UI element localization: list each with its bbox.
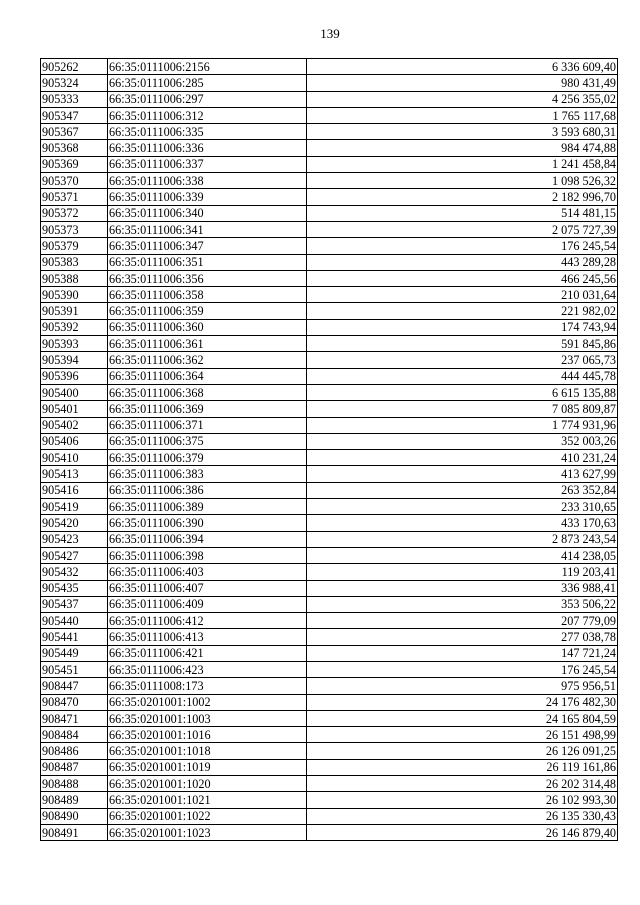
row-number-cell: 905391 <box>41 303 108 319</box>
table-row <box>41 613 618 629</box>
cadastral-number-cell: 66:35:0111008:173 <box>108 678 307 694</box>
cadastral-value-cell: 210 031,64 <box>307 287 618 303</box>
row-number-cell: 905413 <box>41 466 108 482</box>
table-row <box>41 59 618 75</box>
cadastral-value-cell: 24 165 804,59 <box>307 710 618 726</box>
cadastral-number-cell: 66:35:0201001:1016 <box>108 727 307 743</box>
row-number-cell: 905396 <box>41 368 108 384</box>
cadastral-value-cell: 975 956,51 <box>307 678 618 694</box>
table-row <box>41 401 618 417</box>
cadastral-number-cell: 66:35:0111006:362 <box>108 352 307 368</box>
cadastral-number-cell: 66:35:0111006:423 <box>108 661 307 677</box>
cadastral-number-cell: 66:35:0111006:398 <box>108 547 307 563</box>
cadastral-number-cell: 66:35:0111006:337 <box>108 156 307 172</box>
table-row <box>41 466 618 482</box>
cadastral-value-cell: 263 352,84 <box>307 482 618 498</box>
row-number-cell: 905392 <box>41 319 108 335</box>
cadastral-value-cell: 984 474,88 <box>307 140 618 156</box>
table-row <box>41 124 618 140</box>
table-row <box>41 564 618 580</box>
page-number: 139 <box>320 26 340 41</box>
cadastral-value-cell: 6 336 609,40 <box>307 59 618 75</box>
cadastral-number-cell: 66:35:0111006:347 <box>108 238 307 254</box>
cadastral-value-cell: 7 085 809,87 <box>307 401 618 417</box>
row-number-cell: 905441 <box>41 629 108 645</box>
table-row <box>41 450 618 466</box>
cadastral-value-cell: 277 038,78 <box>307 629 618 645</box>
cadastral-number-cell: 66:35:0111006:361 <box>108 336 307 352</box>
cadastral-value-cell: 176 245,54 <box>307 238 618 254</box>
table-row <box>41 384 618 400</box>
cadastral-value-cell: 414 238,05 <box>307 547 618 563</box>
table-row <box>41 645 618 661</box>
row-number-cell: 905402 <box>41 417 108 433</box>
cadastral-value-cell: 514 481,15 <box>307 205 618 221</box>
row-number-cell: 908471 <box>41 710 108 726</box>
cadastral-value-cell: 1 241 458,84 <box>307 156 618 172</box>
cadastral-number-cell: 66:35:0111006:2156 <box>108 59 307 75</box>
cadastral-number-cell: 66:35:0111006:358 <box>108 287 307 303</box>
row-number-cell: 905451 <box>41 661 108 677</box>
row-number-cell: 905388 <box>41 270 108 286</box>
cadastral-number-cell: 66:35:0111006:364 <box>108 368 307 384</box>
cadastral-value-cell: 2 182 996,70 <box>307 189 618 205</box>
cadastral-value-cell: 119 203,41 <box>307 564 618 580</box>
cadastral-number-cell: 66:35:0111006:356 <box>108 270 307 286</box>
table-row <box>41 792 618 808</box>
table-row <box>41 531 618 547</box>
cadastral-number-cell: 66:35:0201001:1022 <box>108 808 307 824</box>
cadastral-number-cell: 66:35:0111006:341 <box>108 221 307 237</box>
row-number-cell: 905449 <box>41 645 108 661</box>
cadastral-value-cell: 1 774 931,96 <box>307 417 618 433</box>
cadastral-number-cell: 66:35:0111006:335 <box>108 124 307 140</box>
row-number-cell: 905383 <box>41 254 108 270</box>
cadastral-number-cell: 66:35:0111006:389 <box>108 499 307 515</box>
cadastral-value-cell: 6 615 135,88 <box>307 384 618 400</box>
table-row <box>41 824 618 840</box>
cadastral-number-cell: 66:35:0201001:1003 <box>108 710 307 726</box>
cadastral-number-cell: 66:35:0111006:409 <box>108 596 307 612</box>
row-number-cell: 905390 <box>41 287 108 303</box>
row-number-cell: 905379 <box>41 238 108 254</box>
cadastral-number-cell: 66:35:0111006:285 <box>108 75 307 91</box>
table-row <box>41 173 618 189</box>
cadastral-number-cell: 66:35:0201001:1002 <box>108 694 307 710</box>
row-number-cell: 905437 <box>41 596 108 612</box>
table-row <box>41 417 618 433</box>
row-number-cell: 908487 <box>41 759 108 775</box>
cadastral-value-cell: 237 065,73 <box>307 352 618 368</box>
table-row <box>41 238 618 254</box>
cadastral-number-cell: 66:35:0111006:407 <box>108 580 307 596</box>
row-number-cell: 905371 <box>41 189 108 205</box>
row-number-cell: 905333 <box>41 91 108 107</box>
row-number-cell: 908470 <box>41 694 108 710</box>
cadastral-value-cell: 176 245,54 <box>307 661 618 677</box>
table-row <box>41 336 618 352</box>
row-number-cell: 905372 <box>41 205 108 221</box>
cadastral-number-cell: 66:35:0111006:390 <box>108 515 307 531</box>
cadastral-number-cell: 66:35:0111006:371 <box>108 417 307 433</box>
cadastral-number-cell: 66:35:0201001:1018 <box>108 743 307 759</box>
row-number-cell: 908488 <box>41 776 108 792</box>
table-row <box>41 368 618 384</box>
table-row <box>41 629 618 645</box>
cadastral-number-cell: 66:35:0111006:312 <box>108 107 307 123</box>
cadastral-value-cell: 233 310,65 <box>307 499 618 515</box>
cadastral-value-cell: 221 982,02 <box>307 303 618 319</box>
cadastral-number-cell: 66:35:0111006:338 <box>108 173 307 189</box>
row-number-cell: 905423 <box>41 531 108 547</box>
row-number-cell: 905419 <box>41 499 108 515</box>
cadastral-number-cell: 66:35:0111006:375 <box>108 433 307 449</box>
row-number-cell: 905406 <box>41 433 108 449</box>
table-row <box>41 205 618 221</box>
cadastral-value-cell: 980 431,49 <box>307 75 618 91</box>
row-number-cell: 905416 <box>41 482 108 498</box>
row-number-cell: 908489 <box>41 792 108 808</box>
row-number-cell: 905369 <box>41 156 108 172</box>
cadastral-value-cell: 2 873 243,54 <box>307 531 618 547</box>
cadastral-value-cell: 24 176 482,30 <box>307 694 618 710</box>
cadastral-value-cell: 3 593 680,31 <box>307 124 618 140</box>
table-body <box>41 59 618 841</box>
table-row <box>41 189 618 205</box>
row-number-cell: 905367 <box>41 124 108 140</box>
table-row <box>41 254 618 270</box>
table-row <box>41 694 618 710</box>
row-number-cell: 905347 <box>41 107 108 123</box>
row-number-cell: 908490 <box>41 808 108 824</box>
cadastral-value-cell: 336 988,41 <box>307 580 618 596</box>
cadastral-number-cell: 66:35:0111006:413 <box>108 629 307 645</box>
cadastral-value-cell: 353 506,22 <box>307 596 618 612</box>
cadastral-value-cell: 147 721,24 <box>307 645 618 661</box>
cadastral-value-cell: 2 075 727,39 <box>307 221 618 237</box>
table-row <box>41 91 618 107</box>
cadastral-value-cell: 26 151 498,99 <box>307 727 618 743</box>
cadastral-number-cell: 66:35:0201001:1019 <box>108 759 307 775</box>
table-row <box>41 727 618 743</box>
cadastral-number-cell: 66:35:0201001:1020 <box>108 776 307 792</box>
cadastral-number-cell: 66:35:0111006:421 <box>108 645 307 661</box>
cadastral-number-cell: 66:35:0111006:339 <box>108 189 307 205</box>
cadastral-value-cell: 433 170,63 <box>307 515 618 531</box>
table-row <box>41 303 618 319</box>
cadastral-value-cell: 1 098 526,32 <box>307 173 618 189</box>
cadastral-value-cell: 26 126 091,25 <box>307 743 618 759</box>
cadastral-number-cell: 66:35:0111006:340 <box>108 205 307 221</box>
cadastral-value-cell: 444 445,78 <box>307 368 618 384</box>
row-number-cell: 905262 <box>41 59 108 75</box>
cadastral-number-cell: 66:35:0111006:379 <box>108 450 307 466</box>
cadastral-value-cell: 443 289,28 <box>307 254 618 270</box>
row-number-cell: 905400 <box>41 384 108 400</box>
table-row <box>41 710 618 726</box>
row-number-cell: 905410 <box>41 450 108 466</box>
row-number-cell: 905427 <box>41 547 108 563</box>
cadastral-value-cell: 26 119 161,86 <box>307 759 618 775</box>
cadastral-value-cell: 352 003,26 <box>307 433 618 449</box>
table-row <box>41 759 618 775</box>
cadastral-number-cell: 66:35:0201001:1021 <box>108 792 307 808</box>
table-row <box>41 433 618 449</box>
table-row <box>41 319 618 335</box>
row-number-cell: 908484 <box>41 727 108 743</box>
cadastral-value-cell: 1 765 117,68 <box>307 107 618 123</box>
row-number-cell: 905324 <box>41 75 108 91</box>
row-number-cell: 905435 <box>41 580 108 596</box>
table-row <box>41 776 618 792</box>
cadastral-value-cell: 26 102 993,30 <box>307 792 618 808</box>
table-row <box>41 808 618 824</box>
cadastral-value-table <box>40 58 618 841</box>
table-row <box>41 661 618 677</box>
table-row <box>41 547 618 563</box>
cadastral-value-cell: 26 202 314,48 <box>307 776 618 792</box>
table-row <box>41 596 618 612</box>
row-number-cell: 908491 <box>41 824 108 840</box>
cadastral-number-cell: 66:35:0201001:1023 <box>108 824 307 840</box>
row-number-cell: 908486 <box>41 743 108 759</box>
table-row <box>41 515 618 531</box>
cadastral-number-cell: 66:35:0111006:386 <box>108 482 307 498</box>
row-number-cell: 908447 <box>41 678 108 694</box>
cadastral-value-cell: 591 845,86 <box>307 336 618 352</box>
cadastral-value-cell: 26 146 879,40 <box>307 824 618 840</box>
table-row <box>41 352 618 368</box>
cadastral-number-cell: 66:35:0111006:360 <box>108 319 307 335</box>
table-row <box>41 499 618 515</box>
table-row <box>41 221 618 237</box>
table-row <box>41 140 618 156</box>
row-number-cell: 905420 <box>41 515 108 531</box>
table-row <box>41 156 618 172</box>
row-number-cell: 905432 <box>41 564 108 580</box>
cadastral-value-cell: 410 231,24 <box>307 450 618 466</box>
cadastral-number-cell: 66:35:0111006:403 <box>108 564 307 580</box>
cadastral-value-cell: 26 135 330,43 <box>307 808 618 824</box>
cadastral-number-cell: 66:35:0111006:383 <box>108 466 307 482</box>
cadastral-value-cell: 207 779,09 <box>307 613 618 629</box>
cadastral-number-cell: 66:35:0111006:369 <box>108 401 307 417</box>
cadastral-number-cell: 66:35:0111006:359 <box>108 303 307 319</box>
row-number-cell: 905401 <box>41 401 108 417</box>
cadastral-number-cell: 66:35:0111006:351 <box>108 254 307 270</box>
row-number-cell: 905440 <box>41 613 108 629</box>
table-row <box>41 107 618 123</box>
table-row <box>41 287 618 303</box>
row-number-cell: 905368 <box>41 140 108 156</box>
cadastral-number-cell: 66:35:0111006:368 <box>108 384 307 400</box>
table-row <box>41 482 618 498</box>
cadastral-value-cell: 174 743,94 <box>307 319 618 335</box>
table-row <box>41 270 618 286</box>
cadastral-number-cell: 66:35:0111006:412 <box>108 613 307 629</box>
row-number-cell: 905394 <box>41 352 108 368</box>
table-row <box>41 75 618 91</box>
table-row <box>41 678 618 694</box>
row-number-cell: 905370 <box>41 173 108 189</box>
cadastral-number-cell: 66:35:0111006:336 <box>108 140 307 156</box>
cadastral-value-cell: 4 256 355,02 <box>307 91 618 107</box>
cadastral-number-cell: 66:35:0111006:394 <box>108 531 307 547</box>
table-row <box>41 743 618 759</box>
table-row <box>41 580 618 596</box>
cadastral-number-cell: 66:35:0111006:297 <box>108 91 307 107</box>
row-number-cell: 905393 <box>41 336 108 352</box>
row-number-cell: 905373 <box>41 221 108 237</box>
cadastral-value-cell: 413 627,99 <box>307 466 618 482</box>
cadastral-value-cell: 466 245,56 <box>307 270 618 286</box>
